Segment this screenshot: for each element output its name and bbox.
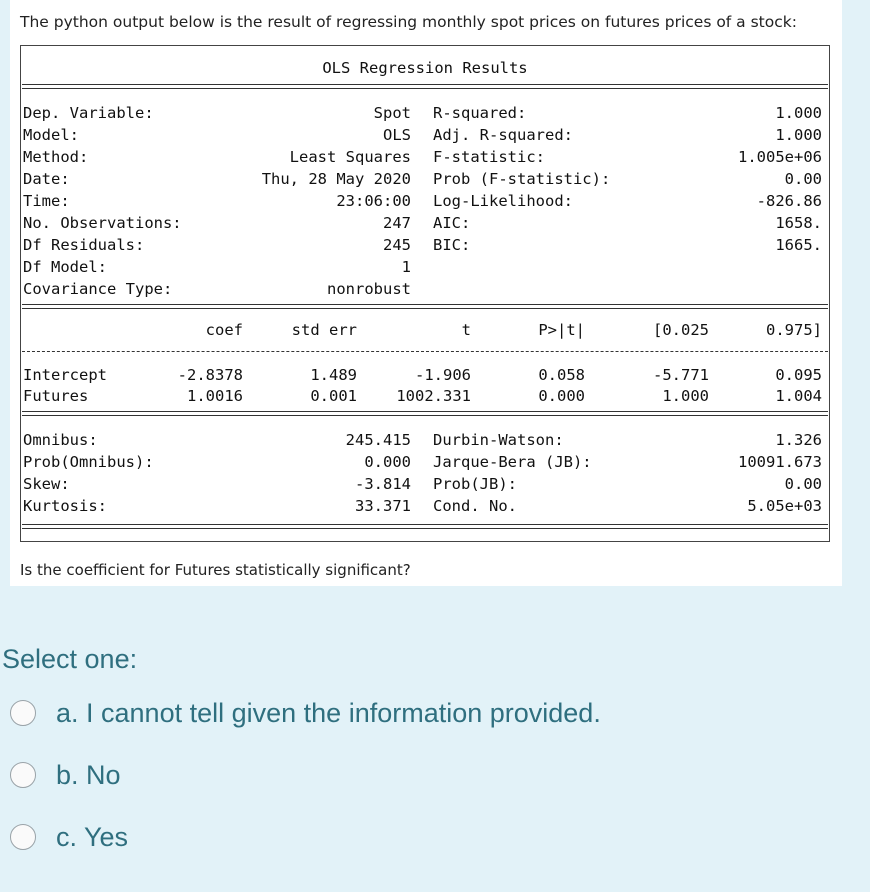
bic-label: BIC: (433, 236, 471, 254)
kurtosis-label: Kurtosis: (23, 497, 107, 515)
row-intercept-ci-low: -5.771 (653, 366, 709, 384)
radio-a-icon[interactable] (10, 700, 36, 726)
intro-text: The python output below is the result of regressing monthly spot prices on futures prices of a stock: (20, 13, 797, 31)
ols-title: OLS Regression Results (322, 59, 528, 77)
f-statistic-label: F-statistic: (433, 148, 545, 166)
header-t: t (461, 321, 471, 339)
jarque-bera-value: 10091.673 (738, 453, 822, 471)
row-futures-std-err: 0.001 (310, 387, 357, 405)
question-text: Is the coefficient for Futures statistically significant? (20, 561, 411, 579)
durbin-watson-value: 1.326 (775, 431, 822, 449)
omnibus-value: 245.415 (345, 431, 411, 449)
option-a[interactable] (10, 696, 601, 730)
covariance-label: Covariance Type: (23, 280, 173, 298)
row-futures-ci-low: 1.000 (662, 387, 709, 405)
header-ci-low: [0.025 (653, 321, 709, 339)
question-box (10, 0, 842, 586)
df-model-value: 1 (401, 258, 411, 276)
df-residuals-label: Df Residuals: (23, 236, 145, 254)
option-b[interactable] (10, 758, 121, 792)
radio-c-icon[interactable] (10, 824, 36, 850)
log-likelihood-label: Log-Likelihood: (433, 192, 573, 210)
r-squared-value: 1.000 (775, 104, 822, 122)
option-b-label[interactable]: b. No (56, 759, 121, 790)
bic-value: 1665. (775, 236, 822, 254)
omnibus-label: Omnibus: (23, 431, 98, 449)
method-label: Method: (23, 148, 89, 166)
rule-mid (22, 304, 828, 309)
rule-top (22, 84, 828, 89)
rule-bottom (22, 524, 828, 529)
row-futures-t: 1002.331 (396, 387, 471, 405)
durbin-watson-label: Durbin-Watson: (433, 431, 564, 449)
header-std-err: std err (291, 321, 357, 339)
r-squared-label: R-squared: (433, 104, 527, 122)
method-value: Least Squares (289, 148, 411, 166)
prob-f-value: 0.00 (784, 170, 822, 188)
header-p-value: P>|t| (538, 321, 585, 339)
row-futures-name: Futures (23, 387, 89, 405)
row-intercept-std-err: 1.489 (310, 366, 357, 384)
header-coef: coef (205, 321, 243, 339)
kurtosis-value: 33.371 (355, 497, 411, 515)
prob-jb-value: 0.00 (784, 475, 822, 493)
df-model-label: Df Model: (23, 258, 107, 276)
option-c[interactable] (10, 820, 128, 854)
row-intercept-t: -1.906 (415, 366, 471, 384)
aic-label: AIC: (433, 214, 471, 232)
row-futures-ci-high: 1.004 (775, 387, 822, 405)
prob-omnibus-label: Prob(Omnibus): (23, 453, 154, 471)
ols-output (20, 45, 830, 542)
covariance-value: nonrobust (327, 280, 411, 298)
option-a-label[interactable]: a. I cannot tell given the information provided. (56, 697, 601, 728)
log-likelihood-value: -826.86 (756, 192, 822, 210)
row-futures-coef: 1.0016 (187, 387, 243, 405)
model-label: Model: (23, 126, 79, 144)
row-intercept-name: Intercept (23, 366, 107, 384)
row-intercept-ci-high: 0.095 (775, 366, 822, 384)
option-c-label[interactable]: c. Yes (56, 821, 129, 852)
prob-jb-label: Prob(JB): (433, 475, 517, 493)
prob-f-label: Prob (F-statistic): (433, 170, 611, 188)
observations-value: 247 (383, 214, 411, 232)
radio-b-icon[interactable] (10, 762, 36, 788)
row-intercept-coef: -2.8378 (177, 366, 243, 384)
adj-r-squared-label: Adj. R-squared: (433, 126, 573, 144)
skew-label: Skew: (23, 475, 70, 493)
rule-lower (22, 411, 828, 416)
f-statistic-value: 1.005e+06 (738, 148, 822, 166)
rule-dashed (22, 351, 828, 352)
model-value: OLS (383, 126, 411, 144)
jarque-bera-label: Jarque-Bera (JB): (433, 453, 592, 471)
date-value: Thu, 28 May 2020 (261, 170, 411, 188)
select-one-label: Select one: (2, 644, 138, 674)
dep-variable-value: Spot (373, 104, 411, 122)
dep-variable-label: Dep. Variable: (23, 104, 154, 122)
observations-label: No. Observations: (23, 214, 182, 232)
skew-value: -3.814 (355, 475, 411, 493)
time-label: Time: (23, 192, 70, 210)
aic-value: 1658. (775, 214, 822, 232)
row-intercept-p: 0.058 (538, 366, 585, 384)
df-residuals-value: 245 (383, 236, 411, 254)
date-label: Date: (23, 170, 70, 188)
prob-omnibus-value: 0.000 (364, 453, 411, 471)
header-ci-high: 0.975] (766, 321, 822, 339)
row-futures-p: 0.000 (538, 387, 585, 405)
cond-no-value: 5.05e+03 (747, 497, 822, 515)
cond-no-label: Cond. No. (433, 497, 517, 515)
time-value: 23:06:00 (336, 192, 411, 210)
adj-r-squared-value: 1.000 (775, 126, 822, 144)
